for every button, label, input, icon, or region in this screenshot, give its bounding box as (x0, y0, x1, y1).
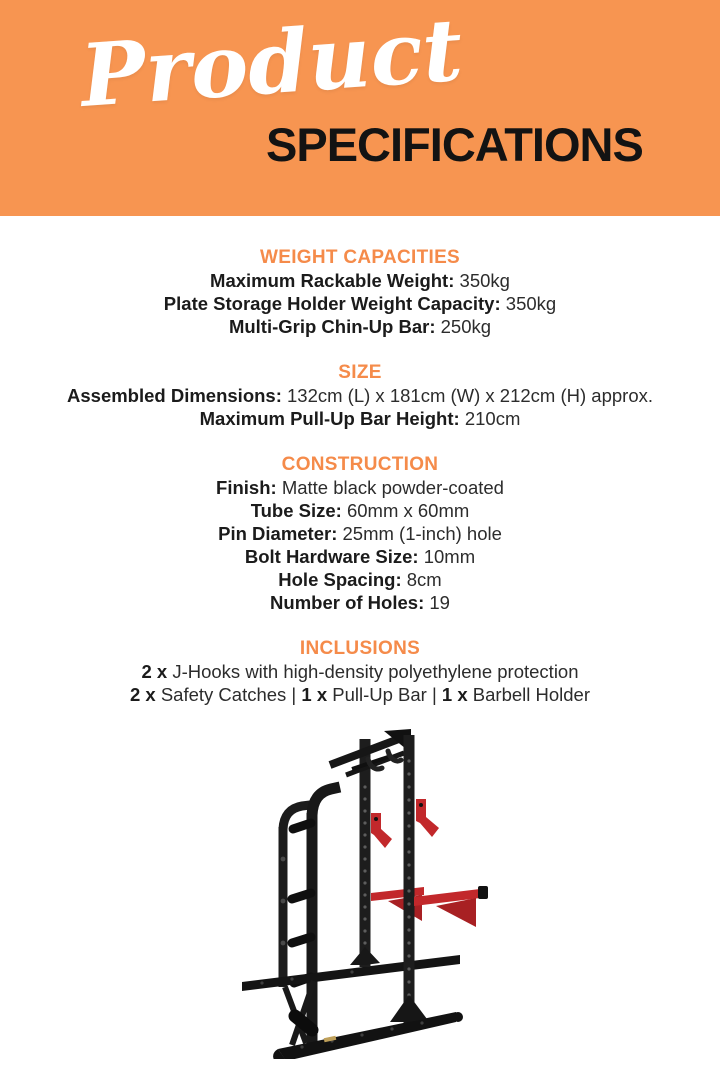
j-hook-left (371, 813, 392, 848)
spec-label: Maximum Rackable Weight: (210, 270, 455, 291)
spec-line (0, 660, 720, 683)
spec-label: Plate Storage Holder Weight Capacity: (163, 293, 501, 314)
spec-label: Maximum Pull-Up Bar Height: (199, 408, 460, 429)
spec-section (0, 246, 720, 338)
spec-sections (0, 216, 720, 706)
spec-line (0, 683, 720, 706)
spec-line (0, 315, 720, 338)
spec-label: Assembled Dimensions: (67, 385, 282, 406)
pull-up-bar-assembly (330, 729, 411, 775)
script-title: Product (77, 0, 466, 127)
spec-section (0, 453, 720, 614)
spec-line (0, 292, 720, 315)
spec-value: Matte black powder-coated (276, 477, 504, 498)
spec-line (0, 384, 720, 407)
spec-label: Hole Spacing: (278, 569, 402, 590)
spec-line (0, 545, 720, 568)
spec-value: 350kg (500, 293, 557, 314)
half-rack-svg (232, 729, 507, 1059)
spec-line (0, 522, 720, 545)
safety-catch-right (414, 886, 488, 927)
section-heading: INCLUSIONS (299, 638, 421, 659)
spec-section (0, 361, 720, 430)
spec-value: 60mm x 60mm (341, 500, 470, 521)
spec-line (0, 269, 720, 292)
spec-label: 1 x (441, 684, 468, 705)
spec-line (0, 407, 720, 430)
spec-value: J-Hooks with high-density polyethylene protection (167, 661, 579, 682)
spec-label: Number of Holes: (270, 592, 425, 613)
spec-value: Barbell Holder (467, 684, 591, 705)
j-hook-right (416, 799, 439, 837)
spec-label: Bolt Hardware Size: (244, 546, 419, 567)
header-banner (0, 0, 720, 216)
section-heading: SIZE (338, 362, 382, 383)
section-heading: CONSTRUCTION (281, 454, 439, 475)
spec-value: 8cm (401, 569, 442, 590)
spec-label: 2 x (129, 684, 156, 705)
spec-line (0, 499, 720, 522)
spec-value: 350kg (454, 270, 510, 291)
page-title: SPECIFICATIONS (266, 118, 643, 171)
spec-value: 19 (424, 592, 450, 613)
spec-line (0, 476, 720, 499)
spec-label: Pin Diameter: (218, 523, 338, 544)
spec-label: Multi-Grip Chin-Up Bar: (228, 316, 436, 337)
spec-value: 25mm (1-inch) hole (337, 523, 502, 544)
section-heading: WEIGHT CAPACITIES (259, 247, 461, 268)
spec-value: 210cm (459, 408, 521, 429)
spec-label: 1 x (301, 684, 328, 705)
spec-value: 250kg (435, 316, 492, 337)
spec-label: 2 x (141, 661, 168, 682)
spec-line (0, 591, 720, 614)
spec-value: Pull-Up Bar | (327, 684, 442, 705)
spec-value: Safety Catches | (155, 684, 302, 705)
rack-rear-rail (242, 955, 460, 991)
spec-value: 132cm (L) x 181cm (W) x 212cm (H) approx. (281, 385, 653, 406)
spec-line (0, 568, 720, 591)
spec-label: Finish: (216, 477, 277, 498)
spec-value: 10mm (418, 546, 476, 567)
half-rack-image (232, 729, 507, 1059)
spec-label: Tube Size: (250, 500, 342, 521)
spec-section (0, 637, 720, 706)
rack-upright-right (407, 735, 410, 1025)
